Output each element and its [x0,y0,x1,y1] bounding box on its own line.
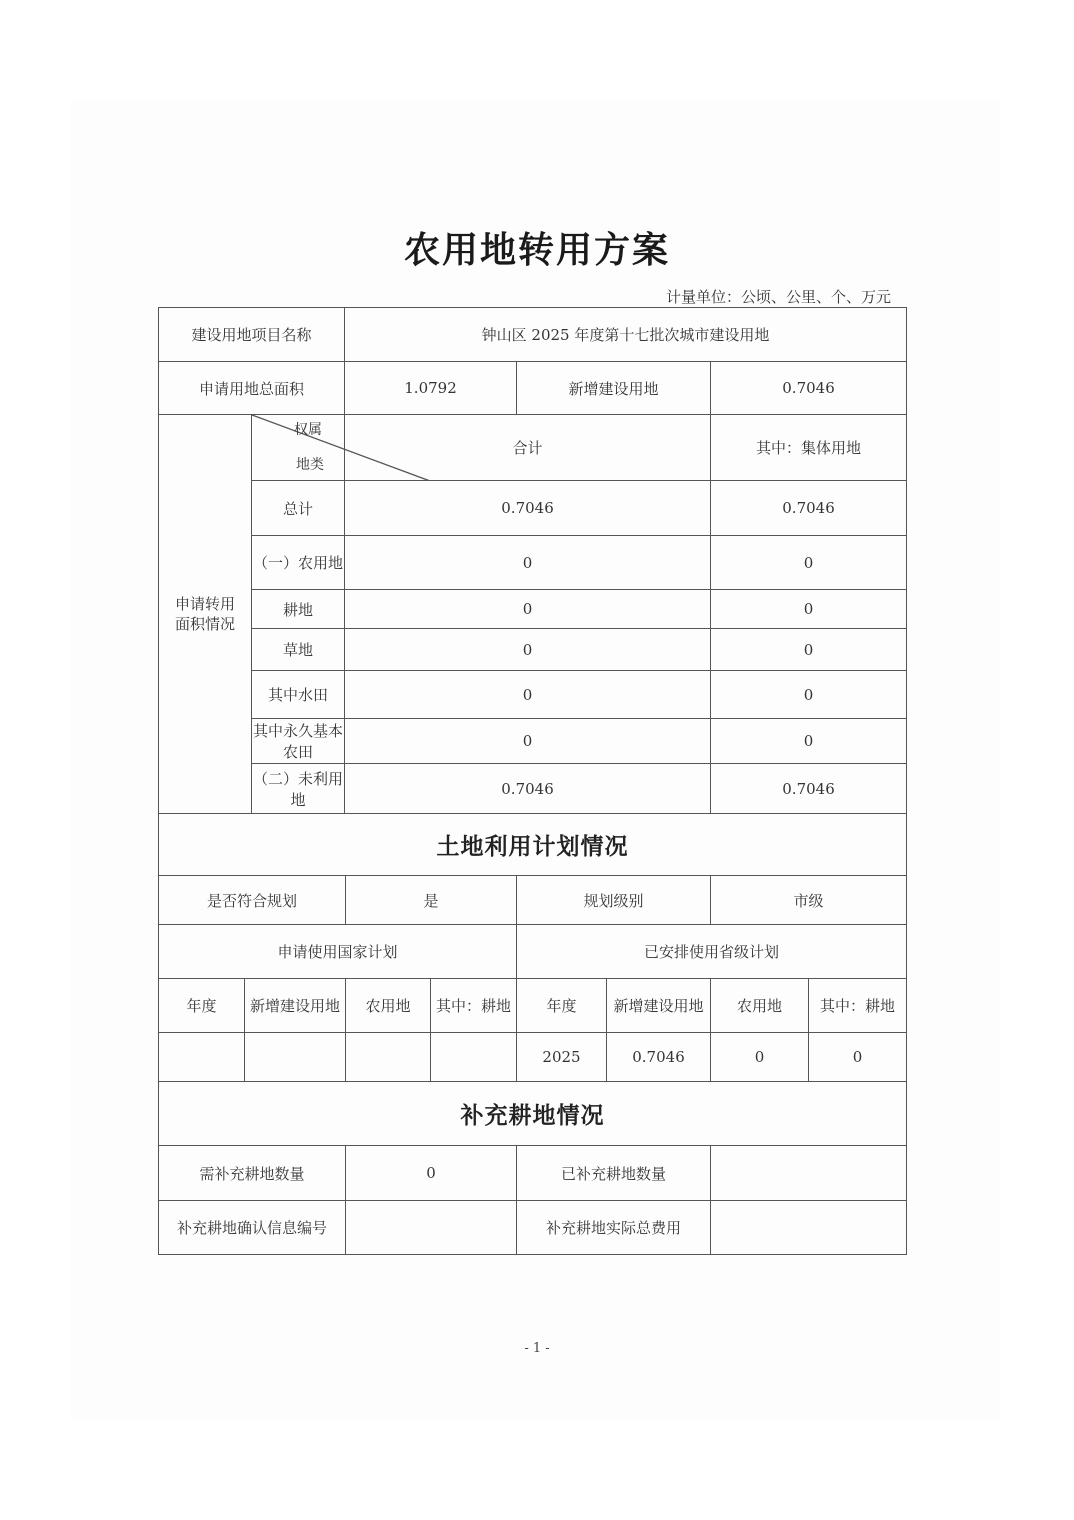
table-row [159,590,907,629]
table-row [159,979,907,1033]
row-total-value: 0 [345,671,711,719]
row-collective-value: 0 [711,671,907,719]
plan-col-header: 新增建设用地 [607,979,711,1033]
row-total-value: 0 [345,719,711,764]
table-row [159,876,907,925]
total-area-value: 1.0792 [345,362,517,415]
table-row [159,671,907,719]
level-label: 规划级别 [517,876,711,925]
supplement-heading: 补充耕地情况 [159,1082,907,1146]
table-row [159,1146,907,1201]
plan-col-header: 农用地 [346,979,431,1033]
new-construction-value: 0.7046 [711,362,907,415]
land-plan-table [158,813,907,1255]
col-total-header: 合计 [345,415,711,481]
diag-top-label: 权属 [294,422,323,438]
diag-bottom-label: 地类 [296,457,324,473]
row-total-value: 0.7046 [345,764,711,814]
plan-value: 0.7046 [607,1033,711,1082]
table-row [159,764,907,814]
done-label: 已补充耕地数量 [517,1146,711,1201]
col-collective-header: 其中：集体用地 [711,415,907,481]
row-label: 耕地 [252,590,345,629]
id-label: 补充耕地确认信息编号 [159,1201,346,1255]
national-plan-label: 申请使用国家计划 [159,925,517,979]
need-value: 0 [346,1146,517,1201]
table-row [159,481,907,536]
diagonal-header-cell [252,415,345,481]
conversion-table [158,307,907,814]
cost-label: 补充耕地实际总费用 [517,1201,711,1255]
row-label: 草地 [252,629,345,671]
row-collective-value: 0 [711,536,907,590]
row-collective-value: 0 [711,719,907,764]
row-label: （二）未利用地 [252,764,345,814]
project-name-value: 钟山区 2025 年度第十七批次城市建设用地 [345,308,907,362]
conversion-side-label [159,415,252,814]
page-number: - 1 - [524,1341,550,1356]
plan-col-header: 农用地 [711,979,809,1033]
plan-col-header: 新增建设用地 [245,979,346,1033]
conform-label: 是否符合规划 [159,876,346,925]
row-collective-value: 0.7046 [711,764,907,814]
plan-value: 2025 [517,1033,607,1082]
plan-value: 0 [711,1033,809,1082]
conversion-side-text: 申请转用 面积情况 [174,595,235,633]
plan-value [245,1033,346,1082]
plan-value: 0 [809,1033,907,1082]
table-row [159,1201,907,1255]
row-label: （一）农用地 [252,536,345,590]
plan-col-header: 年度 [517,979,607,1033]
table-row [159,1033,907,1082]
level-value: 市级 [711,876,907,925]
table-row [159,308,907,362]
table-row [159,1082,907,1146]
plan-col-header: 其中：耕地 [809,979,907,1033]
table-row [159,536,907,590]
need-label: 需补充耕地数量 [159,1146,346,1201]
project-name-label: 建设用地项目名称 [159,308,345,362]
plan-value [346,1033,431,1082]
row-label: 其中水田 [252,671,345,719]
unit-note: 计量单位：公顷、公里、个、万元 [665,288,891,306]
total-area-label: 申请用地总面积 [159,362,345,415]
row-total-value: 0.7046 [345,481,711,536]
cost-value [711,1201,907,1255]
table-row [159,719,907,764]
diagonal-line [252,415,430,481]
id-value [346,1201,517,1255]
table-row [159,362,907,415]
row-label: 其中永久基本农田 [252,719,345,764]
plan-col-header: 年度 [159,979,245,1033]
row-total-value: 0 [345,536,711,590]
document-title: 农用地转用方案 [403,229,670,271]
plan-value [431,1033,517,1082]
row-label: 总计 [252,481,345,536]
table-row [159,814,907,876]
new-construction-label: 新增建设用地 [517,362,711,415]
plan-col-header: 其中：耕地 [431,979,517,1033]
done-value [711,1146,907,1201]
table-row [159,629,907,671]
row-total-value: 0 [345,590,711,629]
land-plan-heading: 土地利用计划情况 [159,814,907,876]
table-row [159,415,907,481]
row-collective-value: 0.7046 [711,481,907,536]
row-total-value: 0 [345,629,711,671]
row-collective-value: 0 [711,590,907,629]
conform-value: 是 [346,876,517,925]
row-collective-value: 0 [711,629,907,671]
provincial-plan-label: 已安排使用省级计划 [517,925,907,979]
plan-value [159,1033,245,1082]
table-row [159,925,907,979]
